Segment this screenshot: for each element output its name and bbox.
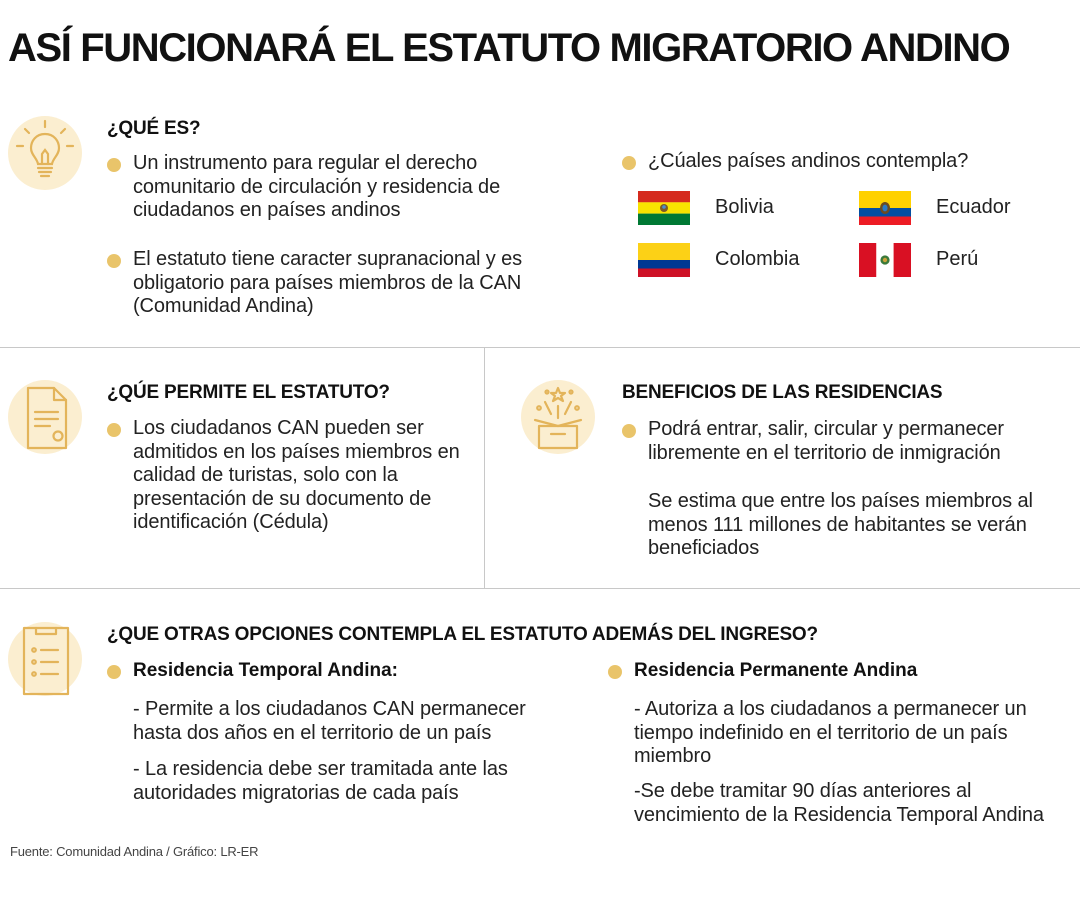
temporal-item: - La residencia debe ser tramitada ante las autoridades migratorias de cada país [133, 758, 508, 804]
bullet-text: Podrá entrar, salir, circular y permanecer libremente en el territorio de inmigración [648, 418, 1004, 464]
section-heading-beneficios: BENEFICIOS DE LAS RESIDENCIAS [622, 382, 943, 403]
list-item [608, 660, 1008, 684]
bullet-text: Los ciudadanos CAN pueden ser admitidos en los países miembros en calidad de turistas, solo con la presentación de su documento de identificación (Cédula) [133, 417, 460, 533]
country-name: Bolivia [715, 196, 774, 218]
list-item [107, 660, 507, 684]
bullet-dot [608, 665, 622, 679]
source-note: Fuente: Comunidad Andina / Gráfico: LR-ER [10, 844, 259, 859]
section-heading-que-es: ¿QUÉ ES? [107, 118, 201, 139]
gift-box-icon [521, 380, 595, 454]
bullet-text: El estatuto tiene caracter supranacional y es obligatorio para países miembros de la CAN (Comunidad Andina) [133, 248, 523, 317]
clipboard-icon [8, 622, 82, 696]
permanente-item: -Se debe tramitar 90 días anteriores al vencimiento de la Residencia Temporal Andina [634, 780, 1044, 826]
colombia-flag [638, 243, 690, 277]
beneficios-note: Se estima que entre los países miembros al menos 111 millones de habitantes se verán beneficiados [648, 490, 1033, 559]
divider [484, 347, 485, 588]
bullet-dot [107, 423, 121, 437]
bullet-dot [622, 156, 636, 170]
peru-flag [859, 243, 911, 277]
divider [0, 588, 1080, 589]
section-heading-opciones: ¿QUE OTRAS OPCIONES CONTEMPLA EL ESTATUTO ADEMÁS DEL INGRESO? [107, 624, 818, 645]
bullet-dot [107, 254, 121, 268]
permanente-item: - Autoriza a los ciudadanos a permanecer un tiempo indefinido en el territorio de un país miembro [634, 698, 1027, 767]
ecuador-flag [859, 191, 911, 225]
bullet-dot [622, 424, 636, 438]
page-title: ASÍ FUNCIONARÁ EL ESTATUTO MIGRATORIO ANDINO [8, 26, 1010, 70]
bullet-dot [107, 665, 121, 679]
temporal-item: - Permite a los ciudadanos CAN permanecer hasta dos años en el territorio de un país [133, 698, 526, 744]
bolivia-flag [638, 191, 690, 225]
country-name: Ecuador [936, 196, 1011, 218]
temporal-title: Residencia Temporal Andina: [133, 660, 398, 681]
section-heading-permite: ¿QÚE PERMITE EL ESTATUTO? [107, 382, 390, 403]
bullet-text: Un instrumento para regular el derecho comunitario de circulación y residencia de ciudadanos en países andinos [133, 152, 501, 221]
lightbulb-icon [8, 116, 82, 190]
country-name: Colombia [715, 248, 800, 270]
document-icon [8, 380, 82, 454]
bullet-dot [107, 158, 121, 172]
bullet-text: ¿Cúales países andinos contempla? [648, 150, 969, 172]
permanente-title: Residencia Permanente Andina [634, 660, 918, 681]
country-name: Perú [936, 248, 979, 270]
divider [0, 347, 1080, 348]
